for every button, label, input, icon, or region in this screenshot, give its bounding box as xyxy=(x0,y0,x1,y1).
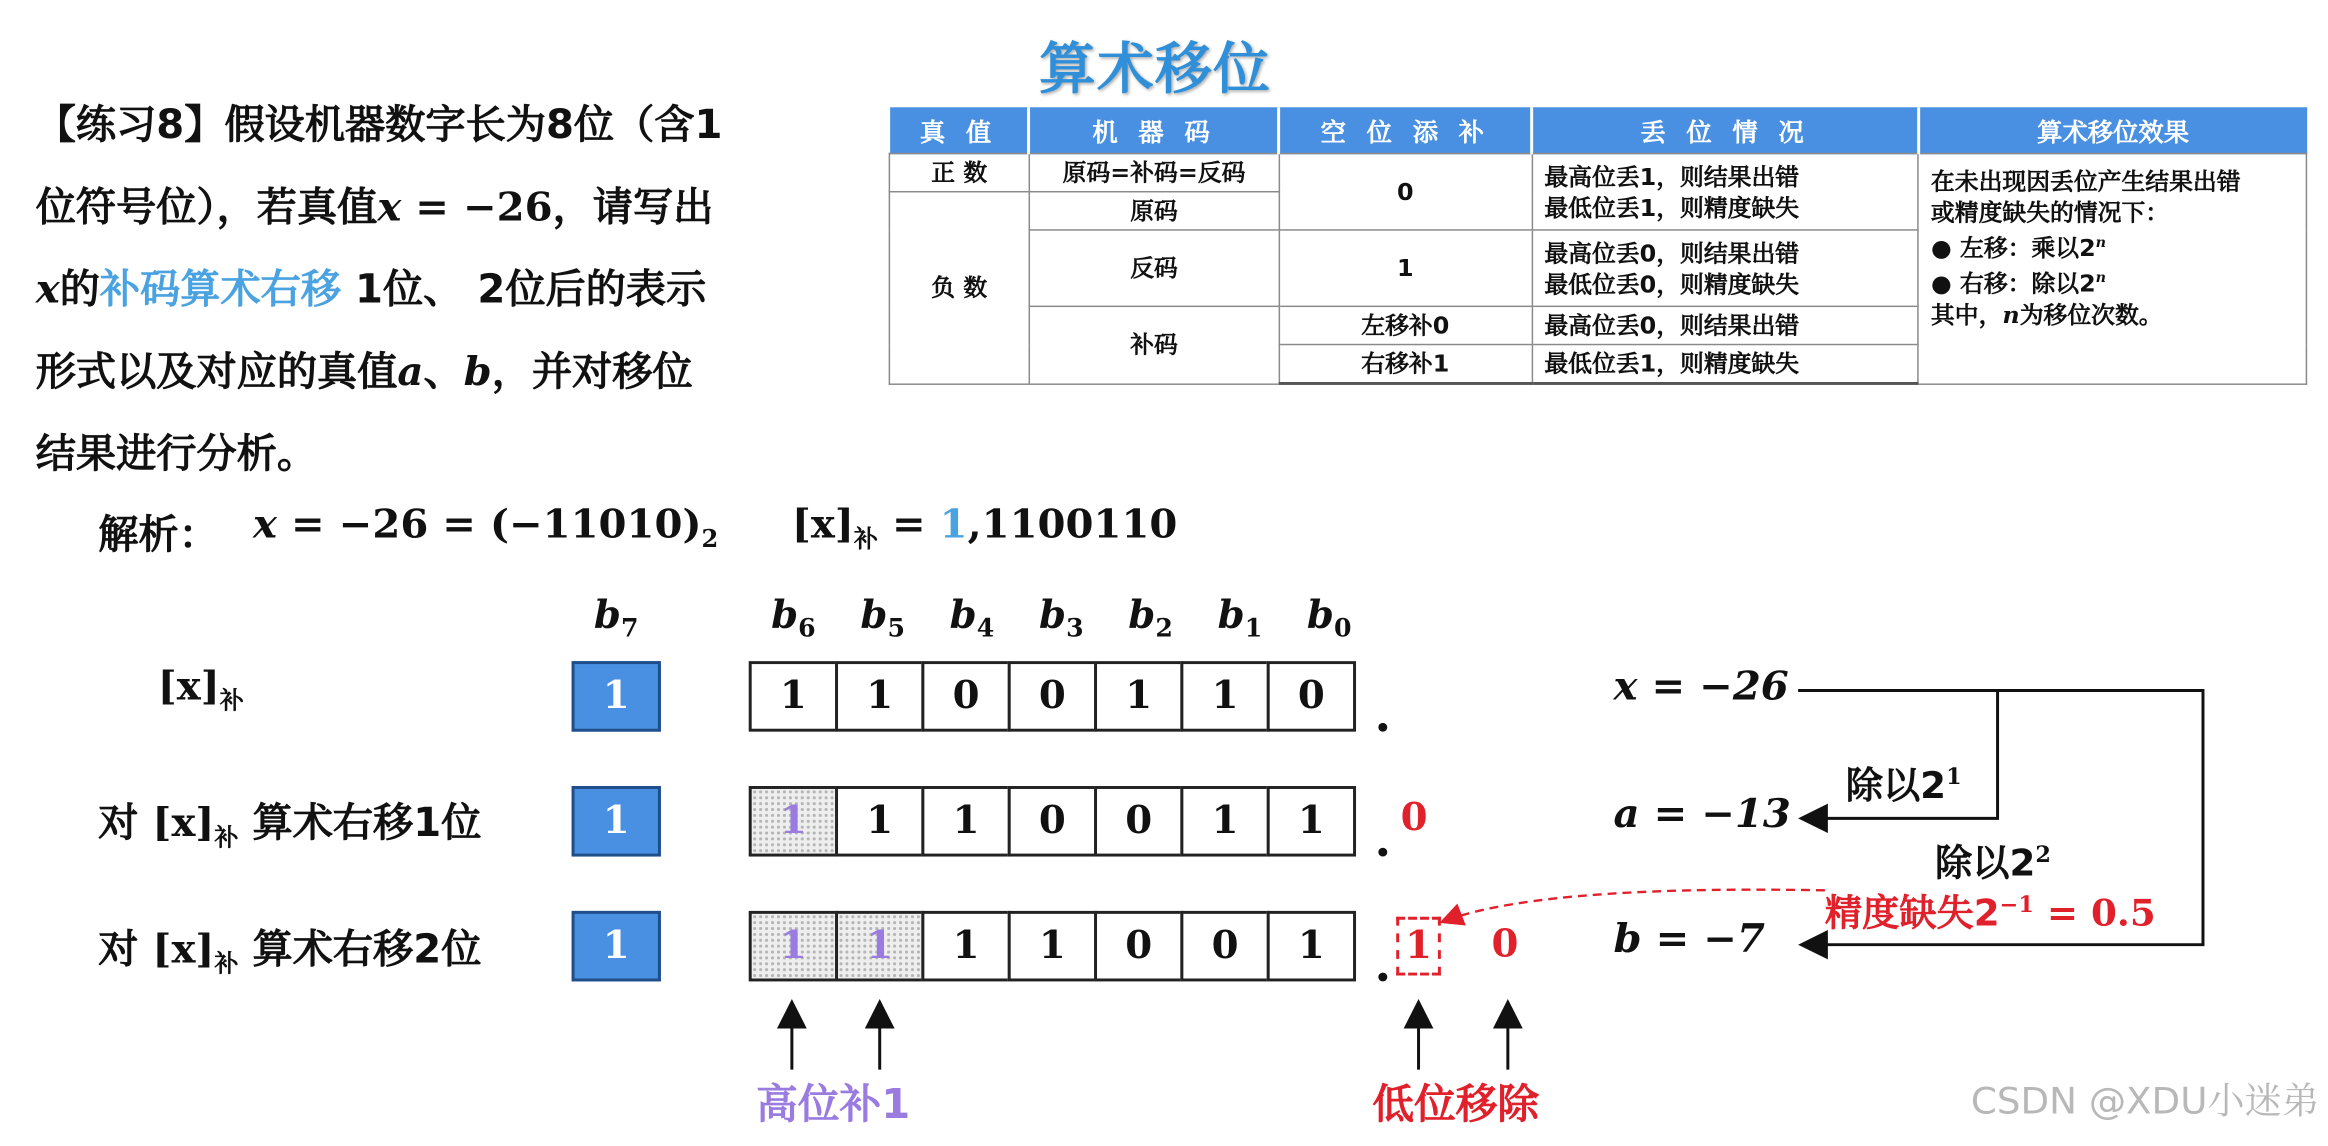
problem-line-4: 形式以及对应的真值a、b，并对移位 xyxy=(35,349,693,396)
header-loss: 丢 位 情 况 xyxy=(1532,107,1919,153)
bit-label-b6: $b_6$ xyxy=(771,593,816,643)
divide-by-2-1: 除以$2^1$ xyxy=(1845,763,1962,807)
bit-cell: 1 xyxy=(1180,786,1269,857)
bit-label-b5: $b_5$ xyxy=(860,593,905,643)
result-b: b = −7 xyxy=(1613,916,1765,963)
bit-cell-filled: 1 xyxy=(749,786,838,857)
bit-cell: 0 xyxy=(921,661,1010,732)
bit-cell: 0 xyxy=(1094,786,1183,857)
positive-label: 正 数 xyxy=(889,154,1029,192)
bit-label-b7: $b_7$ xyxy=(593,593,639,643)
result-a: a = −13 xyxy=(1613,791,1791,838)
removed-bit-dashed: 1 xyxy=(1396,917,1441,976)
problem-line-2: 位符号位），若真值x = −26，请写出 xyxy=(35,185,714,231)
bit-label-b1: $b_1$ xyxy=(1217,593,1263,643)
effect-cell: 在未出现因丢位产生结果出错 或精度缺失的情况下： ● 左移：乘以2$^n$ ● 右移：除以2$^n$ 其中，n为移位次数。 xyxy=(1918,154,2306,384)
header-fill: 空 位 添 补 xyxy=(1279,107,1532,153)
problem-line-3: x的补码算术右移 1位、 2位后的表示 xyxy=(35,267,707,313)
problem-line-5: 结果进行分析。 xyxy=(35,431,318,478)
bit-label-b2: $b_2$ xyxy=(1128,593,1173,643)
problem-line-1: 【练习8】假设机器数字长为8位（含1 xyxy=(35,102,723,149)
bit-cell: 1 xyxy=(749,661,838,732)
loss-bu-left: 最高位丢0，则结果出错 xyxy=(1532,306,1919,344)
bit-cell: 0 xyxy=(1267,661,1356,732)
fill-left-zero: 左移补0 xyxy=(1279,306,1532,344)
row-label-shift-1: 对 $[x]_补$ 算术右移1位 xyxy=(98,800,482,852)
bit-cell: 0 xyxy=(1008,661,1097,732)
bit-cell: 1 xyxy=(921,911,1010,982)
header-effect: 算术移位效果 xyxy=(1918,107,2306,153)
bit-cell: 0 xyxy=(1180,911,1269,982)
sign-bit-cell: 1 xyxy=(572,661,661,732)
sign-bit-highlight: 1 xyxy=(939,502,968,549)
sign-bit-cell: 1 xyxy=(572,911,661,982)
row-label-shift-2: 对 $[x]_补$ 算术右移2位 xyxy=(98,927,482,978)
code-positive: 原码=补码=反码 xyxy=(1029,154,1279,192)
bit-label-b3: $b_3$ xyxy=(1038,593,1084,643)
high-fill-arrows xyxy=(792,1005,880,1070)
loss-bu-right: 最低位丢1，则精度缺失 xyxy=(1532,345,1919,384)
fill-right-one: 右移补1 xyxy=(1279,345,1532,384)
code-yuan: 原码 xyxy=(1029,192,1279,230)
bit-cell: 1 xyxy=(1008,911,1097,982)
fill-zero: 0 xyxy=(1279,154,1532,230)
removed-bit: 0 xyxy=(1400,796,1428,841)
header-machine-code: 机 器 码 xyxy=(1029,107,1279,153)
bit-label-b4: $b_4$ xyxy=(949,593,995,643)
bit-cell: 1 xyxy=(835,786,924,857)
analysis-label: 解析： xyxy=(98,512,219,559)
bit-cell: 0 xyxy=(1094,911,1183,982)
negative-label: 负 数 xyxy=(889,192,1029,384)
sign-bit-cell: 1 xyxy=(572,786,661,857)
bit-cell-filled: 1 xyxy=(835,911,924,982)
high-fill-label: 高位补1 xyxy=(756,1079,911,1129)
loss-fan: 最高位丢0，则结果出错 最低位丢0，则精度缺失 xyxy=(1532,230,1919,306)
code-bu: 补码 xyxy=(1029,306,1279,383)
bit-cell: 1 xyxy=(1180,661,1269,732)
highlight-term: 补码算术右移 xyxy=(99,267,342,313)
watermark: CSDN @XDU小迷弟 xyxy=(1970,1079,2320,1123)
bit-cell: 1 xyxy=(1267,911,1356,982)
removed-bit: 0 xyxy=(1491,922,1519,967)
row-label-x-complement: $[x]_补$ xyxy=(157,664,244,715)
bit-cell-filled: 1 xyxy=(749,911,838,982)
bit-cell: 1 xyxy=(1267,786,1356,857)
low-remove-arrows xyxy=(1419,1005,1508,1070)
loss-positive: 最高位丢1，则结果出错 最低位丢1，则精度缺失 xyxy=(1532,154,1919,230)
bit-cell: 0 xyxy=(1008,786,1097,857)
low-remove-label: 低位移除 xyxy=(1372,1079,1540,1129)
bit-label-b0: $b_0$ xyxy=(1306,593,1352,643)
divide-by-2-2: 除以$2^2$ xyxy=(1935,841,2051,885)
header-true-value: 真 值 xyxy=(889,107,1029,153)
result-x: x = −26 xyxy=(1613,664,1789,710)
page-title: 算术移位 xyxy=(1038,36,1272,102)
bit-cell: 1 xyxy=(1094,661,1183,732)
code-fan: 反码 xyxy=(1029,230,1279,306)
analysis-expression-complement: $[x]_补 = 1,1100110$ xyxy=(791,502,1178,553)
bit-cell: 1 xyxy=(921,786,1010,857)
fill-one: 1 xyxy=(1279,230,1532,306)
analysis-expression-x: $x = -26 = (-11010)_2$ xyxy=(253,502,719,553)
precision-loss-note: 精度缺失$2^{-1} = 0.5$ xyxy=(1824,891,2156,935)
bit-cell: 1 xyxy=(835,661,924,732)
